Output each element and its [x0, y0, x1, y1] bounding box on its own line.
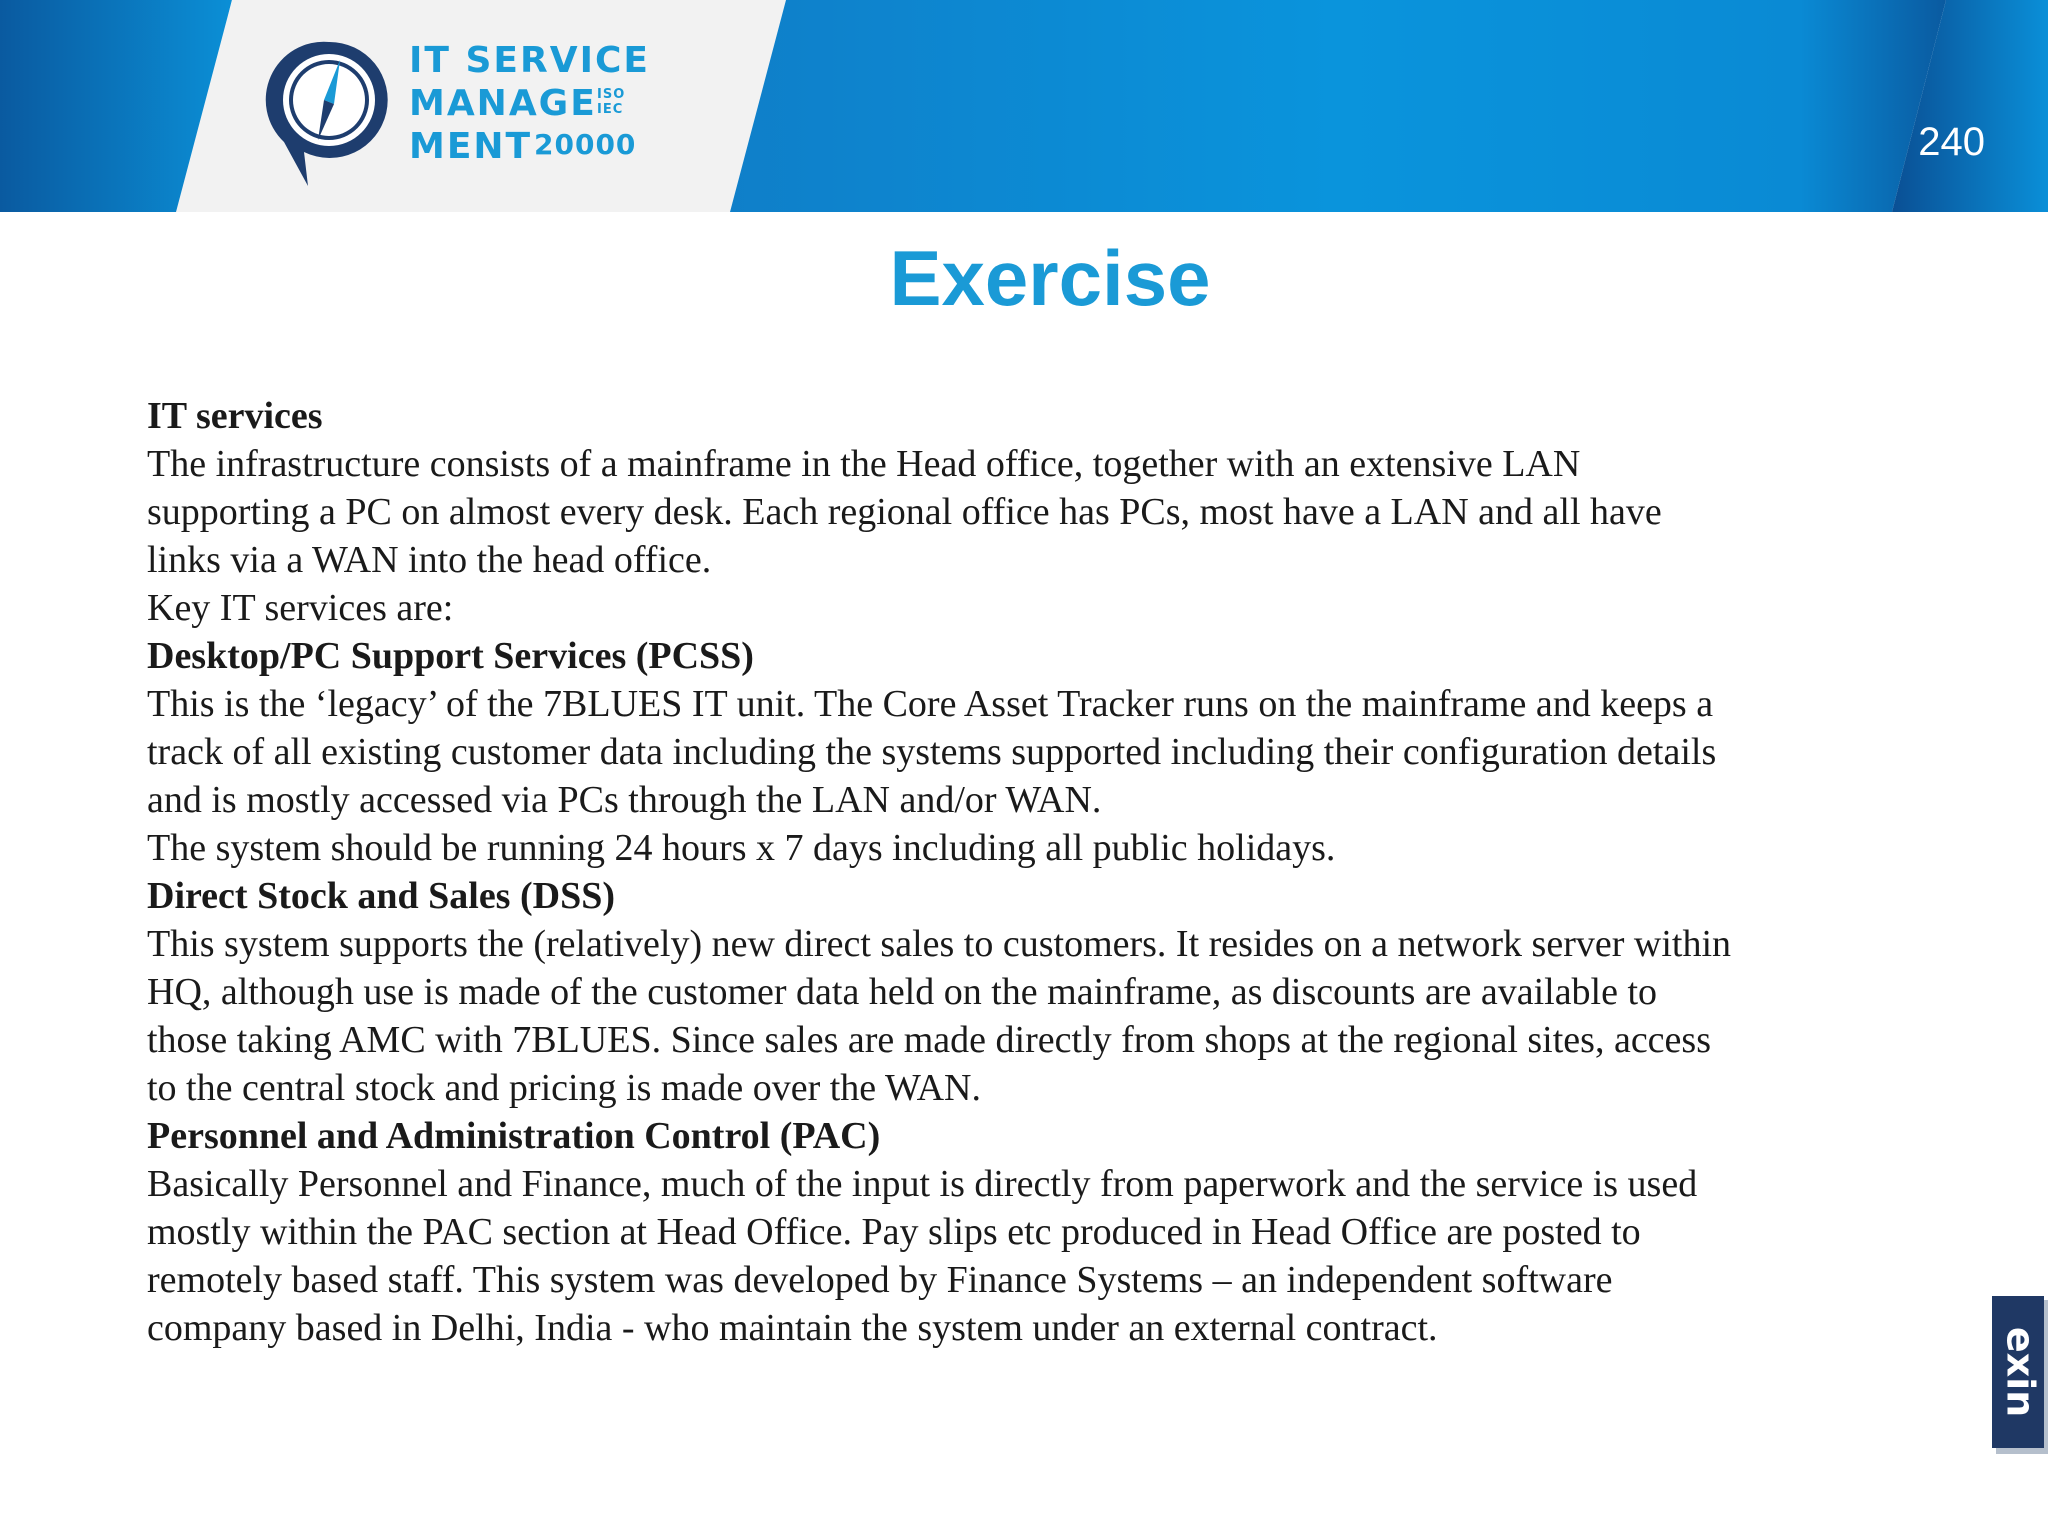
header-band [0, 0, 2048, 212]
slide-body [147, 392, 1847, 1352]
logo-line-3: MENT [409, 126, 533, 167]
logo-line-2: MANAGE [409, 83, 597, 124]
logo-standard-number: 20000 [534, 128, 637, 161]
body-line: HQ, although use is made of the customer data held on the mainframe, as discounts are available to [147, 971, 1658, 1013]
body-line: remotely based staff. This system was developed by Finance Systems – an independent software [147, 1259, 1613, 1301]
body-line: track of all existing customer data including the systems supported including their configuration details [147, 731, 1717, 773]
body-line: This system supports the (relatively) new direct sales to customers. It resides on a network server within [147, 923, 1731, 965]
logo-line-1: IT SERVICE [409, 40, 650, 81]
body-line: links via a WAN into the head office. [147, 539, 712, 581]
exin-logo-tab [1992, 1296, 2048, 1456]
body-line: supporting a PC on almost every desk. Each regional office has PCs, most have a LAN and all have [147, 491, 1662, 533]
exin-logo-text: exin [1998, 1326, 2043, 1418]
section-heading: Personnel and Administration Control (PAC) [147, 1115, 881, 1157]
body-line: to the central stock and pricing is made over the WAN. [147, 1067, 981, 1109]
body-line: company based in Delhi, India - who maintain the system under an external contract. [147, 1307, 1438, 1349]
exin-logo [1992, 1296, 2048, 1456]
body-line: Basically Personnel and Finance, much of the input is directly from paperwork and the service is used [147, 1163, 1698, 1205]
body-line: Key IT services are: [147, 587, 454, 629]
body-line: The infrastructure consists of a mainframe in the Head office, together with an extensive LAN [147, 443, 1581, 485]
body-line: and is mostly accessed via PCs through the LAN and/or WAN. [147, 779, 1102, 821]
slide-title: Exercise [889, 234, 1211, 322]
section-heading: Desktop/PC Support Services (PCSS) [147, 635, 754, 677]
itsm-logo [264, 38, 650, 198]
body-line: those taking AMC with 7BLUES. Since sales are made directly from shops at the regional sites, access [147, 1019, 1711, 1061]
section-heading: IT services [147, 395, 323, 437]
body-line: mostly within the PAC section at Head Office. Pay slips etc produced in Head Office are posted to [147, 1211, 1641, 1253]
section-heading: Direct Stock and Sales (DSS) [147, 875, 615, 917]
body-line: The system should be running 24 hours x 7 days including all public holidays. [147, 827, 1336, 869]
body-line: This is the ‘legacy’ of the 7BLUES IT unit. The Core Asset Tracker runs on the mainframe and keeps a [147, 683, 1714, 725]
compass-icon [264, 38, 394, 188]
logo-iso-iec: ISO IEC [597, 87, 626, 117]
page-number: 240 [1918, 120, 1985, 164]
